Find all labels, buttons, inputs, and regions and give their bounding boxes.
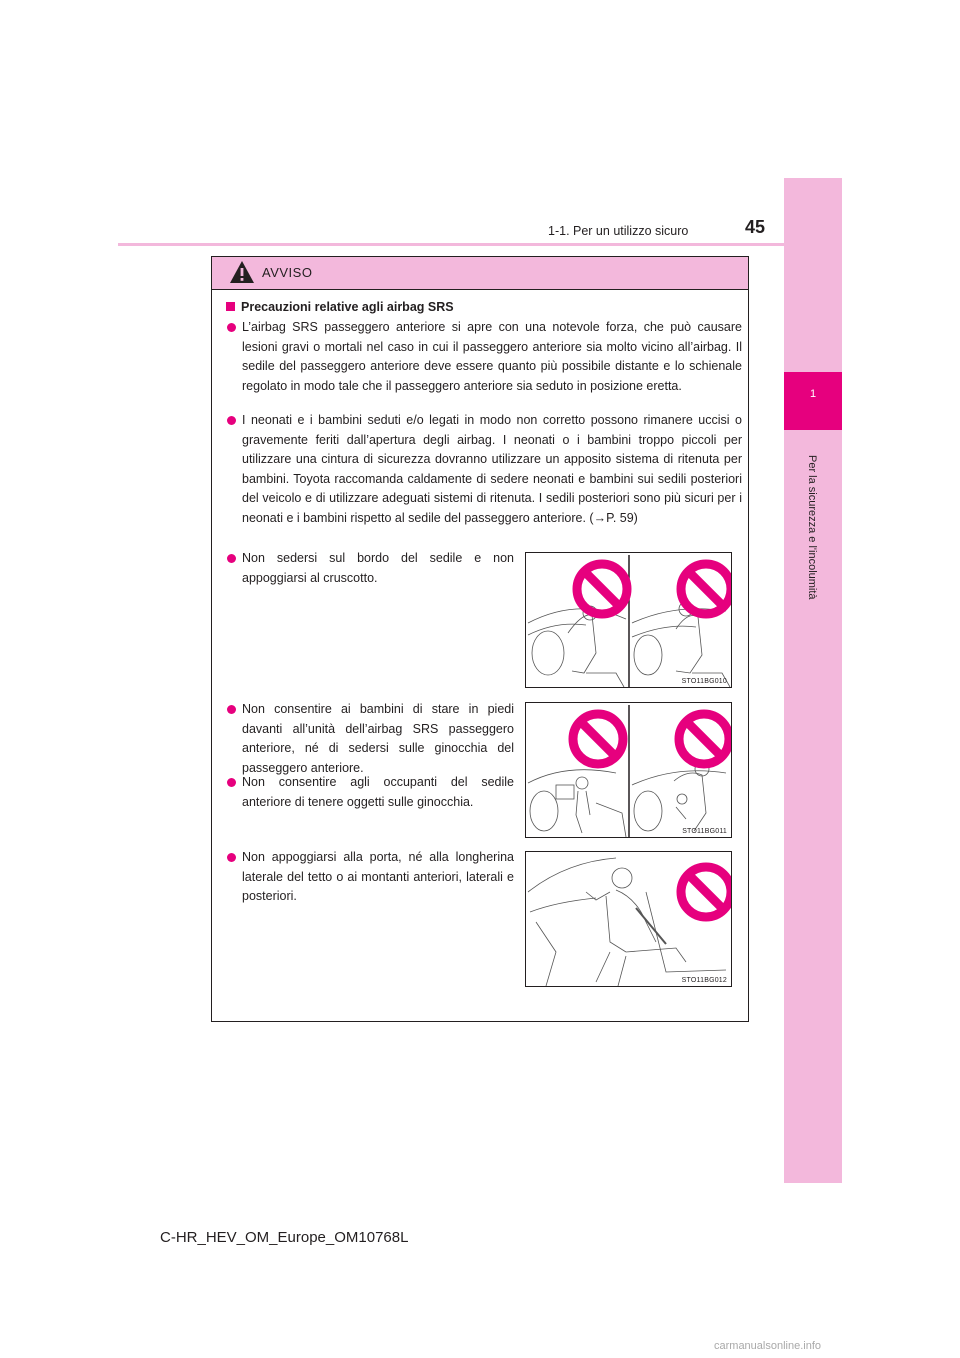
bullet-text: I neonati e i bambini seduti e/o legati in modo non corretto possono rimanere uccisi o gravemente feriti dall’apertura degli airbag. I neonati o i bambini troppo piccoli per utilizzare una cintura di sicurezza dovranno utilizzare un apposito sistema di ritenuta per bambini. Toyota raccomanda caldamente di sedere neonati e bambini sui sedili posteriori del veicolo e di utilizzare adeguati sistemi di ritenuta. I sedili posteriori sono più sicuri per i neonati e i bambini rispetto al sedile del passeggero anteriore. (→P. 59) — [242, 413, 742, 525]
document-id: C-HR_HEV_OM_Europe_OM10768L — [160, 1229, 409, 1246]
prohibition-icon — [679, 714, 729, 764]
illustration-child — [525, 702, 732, 838]
bullet-text: Non appoggiarsi alla porta, né alla longherina laterale del tetto o ai montanti anteriori, laterali e posteriori. — [242, 850, 514, 904]
header-rule — [118, 243, 784, 246]
bullet-dot-icon — [227, 853, 236, 862]
bullet-text: Non consentire agli occupanti del sedile anteriore di tenere oggetti sulle ginocchia. — [242, 775, 514, 809]
bullet-item — [242, 549, 514, 588]
bullet-item — [242, 318, 742, 396]
illustration-code: STO11BG010 — [681, 678, 727, 685]
bullet-dot-icon — [227, 554, 236, 563]
child-front-seat-illustration — [526, 703, 732, 838]
chapter-number: 1 — [809, 388, 817, 400]
prohibition-icon — [681, 564, 731, 614]
dashboard-lean-illustration — [526, 553, 732, 688]
illustration-seat-edge — [525, 552, 732, 688]
bullet-item — [242, 700, 514, 778]
bullet-dot-icon — [227, 323, 236, 332]
bullet-text: L’airbag SRS passeggero anteriore si apre con una notevole forza, che può causare lesioni gravi o mortali nel caso in cui il passeggero anteriore sia molto vicino all’airbag. Il sedile del passeggero anteriore deve essere quanto più possibile distante e lo schienale regolato in modo tale che il passeggero anteriore sia seduto in posizione eretta. — [242, 320, 742, 393]
bullet-text: Non consentire ai bambini di stare in piedi davanti all’unità dell’airbag SRS passeggero anteriore, né di sedersi sulle ginocchia del passeggero anteriore. — [242, 702, 514, 775]
warning-title: AVVISO — [262, 265, 313, 280]
bullet-text: Non sedersi sul bordo del sedile e non appoggiarsi al cruscotto. — [242, 551, 514, 585]
illustration-code: STO11BG011 — [682, 828, 727, 835]
warning-header — [212, 257, 748, 290]
section-title-text: Precauzioni relative agli airbag SRS — [241, 300, 454, 314]
prohibition-icon — [573, 714, 623, 764]
door-lean-illustration — [526, 852, 732, 987]
prohibition-icon — [681, 867, 731, 917]
warning-triangle-icon — [229, 260, 255, 284]
bullet-dot-icon — [227, 778, 236, 787]
running-head: 1-1. Per un utilizzo sicuro — [548, 224, 689, 238]
chapter-title: Per la sicurezza e l'incolumità — [806, 455, 818, 600]
bullet-item — [242, 773, 514, 812]
watermark: carmanualsonline.info — [714, 1340, 822, 1352]
illustration-door-lean — [525, 851, 732, 987]
illustration-code: STO11BG012 — [681, 977, 727, 984]
prohibition-icon — [577, 564, 627, 614]
bullet-dot-icon — [227, 705, 236, 714]
section-square-icon — [226, 302, 235, 311]
bullet-item — [242, 411, 742, 529]
chapter-tab-active — [784, 372, 842, 430]
page-number: 45 — [745, 217, 766, 237]
section-title — [226, 300, 454, 314]
bullet-dot-icon — [227, 416, 236, 425]
bullet-item — [242, 848, 514, 907]
